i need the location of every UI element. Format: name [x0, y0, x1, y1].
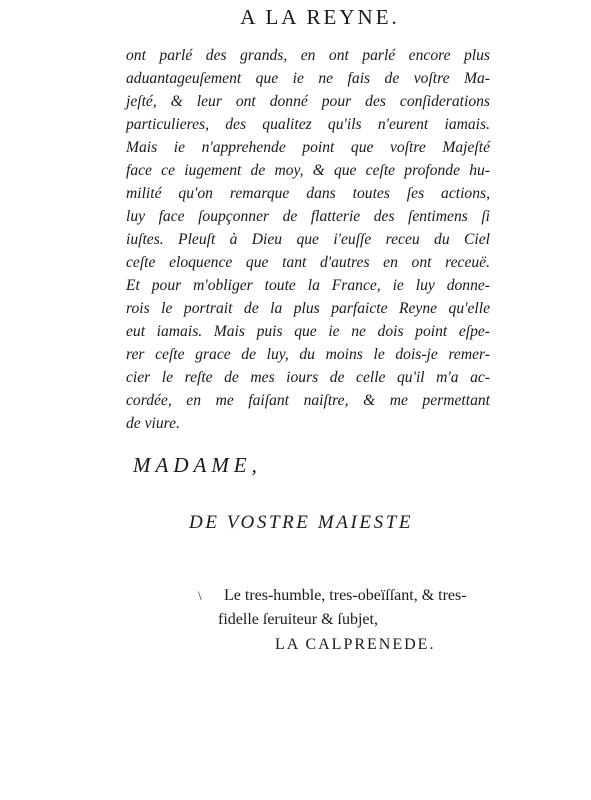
body-line: rer ceſte grace de luy, du moins le dois-je remer- — [126, 346, 490, 363]
majesty-line: DE VOSTRE MAIESTE — [189, 512, 414, 533]
body-line: eut iamais. Mais puis que ie ne dois point eſpe- — [126, 323, 490, 340]
body-line: ont parlé des grands, en ont parlé encore plus — [126, 47, 490, 64]
letter-body — [126, 44, 490, 435]
salutation: MADAME, — [133, 453, 262, 477]
body-line: cier le reſte de mes iours de celle qu'il m'a ac- — [126, 369, 490, 386]
author-name: LA CALPRENEDE. — [275, 636, 436, 653]
body-line: face ce iugement de moy, & que ceſte profonde hu- — [126, 162, 490, 179]
body-line: milité qu'on remarque dans toutes ſes actions, — [126, 185, 490, 202]
body-line: particulieres, des qualitez qu'ils n'eurent iamais. — [126, 116, 490, 133]
body-line: de viure. — [126, 415, 180, 432]
body-line: iuſtes. Pleuſt à Dieu que i'euſſe receu du Ciel — [126, 231, 490, 248]
body-line: ceſte eloquence que tant d'autres en ont receuë. — [126, 254, 490, 271]
body-line: cordée, en me faiſant naiſtre, & me permettant — [126, 392, 490, 409]
body-line: Mais ie n'apprehende point que voſtre Majeſté — [126, 139, 490, 156]
signature-line: Le tres-humble, tres-obeïſſant, & tres- — [224, 587, 467, 604]
running-head: A LA REYNE. — [240, 5, 400, 29]
body-line: Et pour m'obliger toute la France, ie luy donne- — [126, 277, 490, 294]
caret-mark: \ — [198, 588, 202, 603]
body-line: rois le portrait de la plus parfaicte Reyne qu'elle — [126, 300, 490, 317]
signature-block — [200, 584, 490, 632]
body-line: jeſté, & leur ont donné pour des conſiderations — [126, 93, 490, 110]
signature-line: fidelle ſeruiteur & ſubjet, — [218, 611, 378, 628]
body-line: aduantageuſement que ie ne fais de voſtre Ma- — [126, 70, 490, 87]
body-line: luy face ſoupçonner de flatterie des ſentimens ſi — [126, 208, 490, 225]
